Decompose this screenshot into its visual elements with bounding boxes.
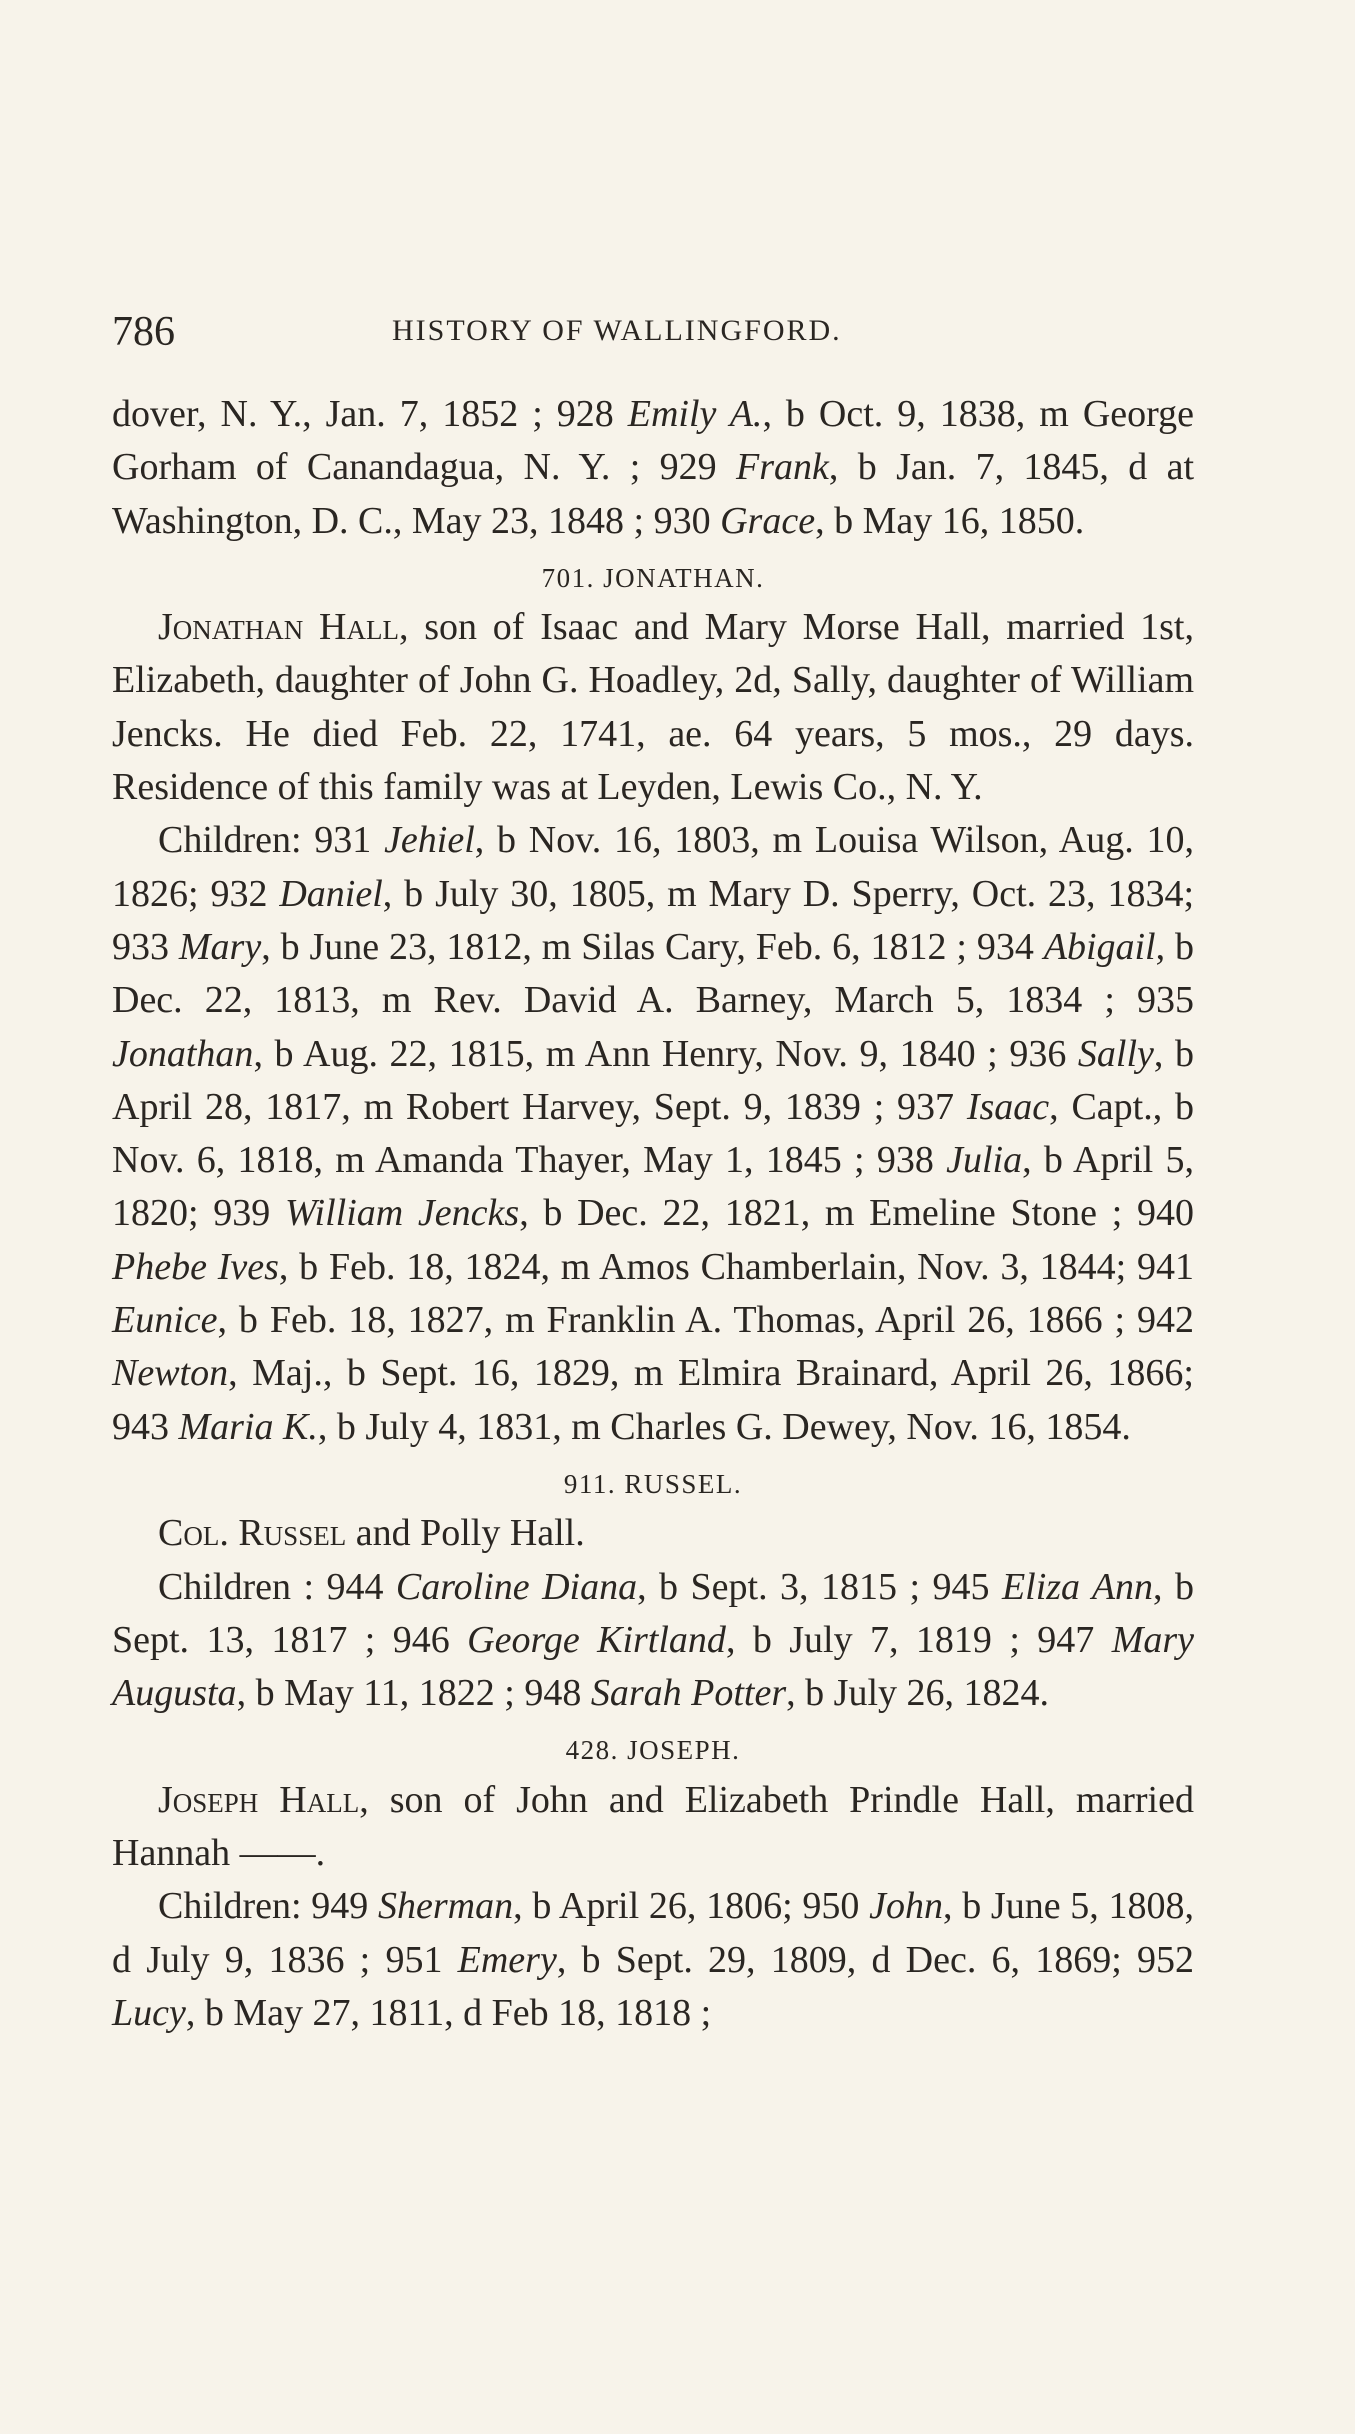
text-run: , b Sept. 29, 1809, d Dec. 6, 1869; 952 [556, 1938, 1194, 1981]
text-run: , b Jan. 7, 1845, d at Washington, D. C., May 23, 1848 ; 930 [112, 446, 1195, 542]
italic-name: Isaac [966, 1085, 1050, 1128]
small-caps-name: Col. Russel [158, 1512, 347, 1555]
text-run: , b May 27, 1811, d Feb 18, 1818 ; [185, 1991, 712, 2034]
small-caps-name: Joseph Hall [158, 1778, 360, 1821]
italic-name: John [869, 1885, 943, 1928]
body-text [112, 388, 1194, 2040]
section-heading: 428. JOSEPH. [565, 1735, 741, 1766]
paragraph [112, 1561, 1194, 1721]
italic-name: Emery [457, 1938, 557, 1981]
text-run: , b July 26, 1824. [786, 1672, 1050, 1715]
text-run: , b June 5, 1808, d July 9, 1836 ; 951 [112, 1885, 1194, 1981]
text-run: , b May 11, 1822 ; 948 [236, 1672, 591, 1715]
text-run: , b Oct. 9, 1838, m George Gorham of Canandagua, N. Y. ; 929 [112, 393, 1194, 489]
italic-name: Jonathan [112, 1032, 254, 1075]
text-run: Children: 931 [158, 819, 385, 862]
italic-name: Sarah Potter [590, 1672, 787, 1715]
paragraph [112, 1880, 1194, 2040]
italic-name: Frank [736, 446, 829, 489]
italic-name: Lucy [112, 1991, 186, 2034]
text-run: and Polly Hall. [346, 1512, 585, 1555]
italic-name: Eunice [112, 1299, 218, 1342]
italic-name: Abigail [1043, 925, 1156, 968]
italic-name: Mary [178, 925, 262, 968]
text-run: , b April 26, 1806; 950 [513, 1885, 870, 1928]
paragraph [112, 814, 1194, 1454]
italic-name: Maria K. [178, 1405, 318, 1448]
text-run: , b Nov. 16, 1803, m Louisa Wilson, Aug. 10, 1826; 932 [112, 819, 1194, 915]
text-run: , b April 5, 1820; 939 [112, 1139, 1194, 1235]
italic-name: Grace [720, 499, 816, 542]
section-heading: 911. RUSSEL. [563, 1468, 743, 1499]
italic-name: Mary Augusta [112, 1618, 1195, 1715]
text-run: , b Feb. 18, 1824, m Amos Chamberlain, Nov. 3, 1844; 941 [278, 1245, 1194, 1288]
italic-name: Sally [1077, 1032, 1154, 1075]
text-run: , Maj., b Sept. 16, 1829, m Elmira Brainard, April 26, 1866; 943 [112, 1352, 1194, 1448]
text-run: , b April 28, 1817, m Robert Harvey, Sept. 9, 1839 ; 937 [112, 1032, 1194, 1128]
text-run: , b Dec. 22, 1821, m Emeline Stone ; 940 [519, 1192, 1195, 1235]
text-run: , b Aug. 22, 1815, m Ann Henry, Nov. 9, 1840 ; 936 [253, 1032, 1078, 1075]
paragraph [112, 1507, 1194, 1560]
text-run: , son of John and Elizabeth Prindle Hall, married Hannah ——. [112, 1778, 1194, 1875]
italic-name: Jehiel [384, 819, 475, 862]
italic-name: Newton [112, 1352, 229, 1395]
text-run: dover, N. Y., Jan. 7, 1852 ; 928 [112, 393, 628, 435]
text-run: , b Sept. 3, 1815 ; 945 [637, 1565, 1002, 1608]
italic-name: Sherman [377, 1885, 514, 1928]
paragraph [112, 601, 1194, 814]
section-heading: 701. JONATHAN. [541, 562, 765, 593]
italic-name: George Kirtland [467, 1618, 726, 1661]
text-run: , Capt., b Nov. 6, 1818, m Amanda Thayer, May 1, 1845 ; 938 [112, 1085, 1195, 1182]
italic-name: Emily A. [627, 393, 763, 435]
italic-name: Caroline Diana [395, 1565, 638, 1608]
italic-name: Julia [946, 1139, 1023, 1182]
text-run: , b May 16, 1850. [815, 499, 1085, 542]
text-run: Children : 944 [158, 1565, 396, 1608]
running-title: HISTORY OF WALLINGFORD. [392, 314, 842, 347]
small-caps-name: Jonathan Hall [158, 606, 399, 649]
text-run: , b June 23, 1812, m Silas Cary, Feb. 6, 1812 ; 934 [261, 925, 1044, 968]
paragraph [112, 1774, 1194, 1881]
text-run: , b July 30, 1805, m Mary D. Sperry, Oct. 23, 1834; 933 [112, 872, 1194, 968]
text-run: , son of Isaac and Mary Morse Hall, married 1st, Elizabeth, daughter of John G. Hoadley, 2d, Sally, daughter of William Jencks. He died Feb. 22, 1741, ae. 64 years, 5 mos., 29 days. Residence of this family was at Leyden, Lewis Co., N. Y. [112, 606, 1194, 809]
page-number: 786 [112, 309, 175, 355]
text-run: , b Feb. 18, 1827, m Franklin A. Thomas, April 26, 1866 ; 942 [217, 1299, 1194, 1342]
running-head [112, 308, 1192, 358]
text-run: , b Dec. 22, 1813, m Rev. David A. Barney, March 5, 1834 ; 935 [112, 925, 1195, 1022]
italic-name: Phebe Ives [112, 1245, 279, 1288]
text-run: , b July 4, 1831, m Charles G. Dewey, Nov. 16, 1854. [317, 1405, 1131, 1448]
text-run: Children: 949 [158, 1885, 378, 1928]
text-run: , b Sept. 13, 1817 ; 946 [112, 1565, 1195, 1661]
italic-name: Eliza Ann [1001, 1565, 1154, 1608]
italic-name: Daniel [279, 872, 383, 915]
text-run: , b July 7, 1819 ; 947 [725, 1618, 1112, 1661]
paragraph [112, 388, 1194, 548]
italic-name: William Jencks [284, 1192, 520, 1235]
